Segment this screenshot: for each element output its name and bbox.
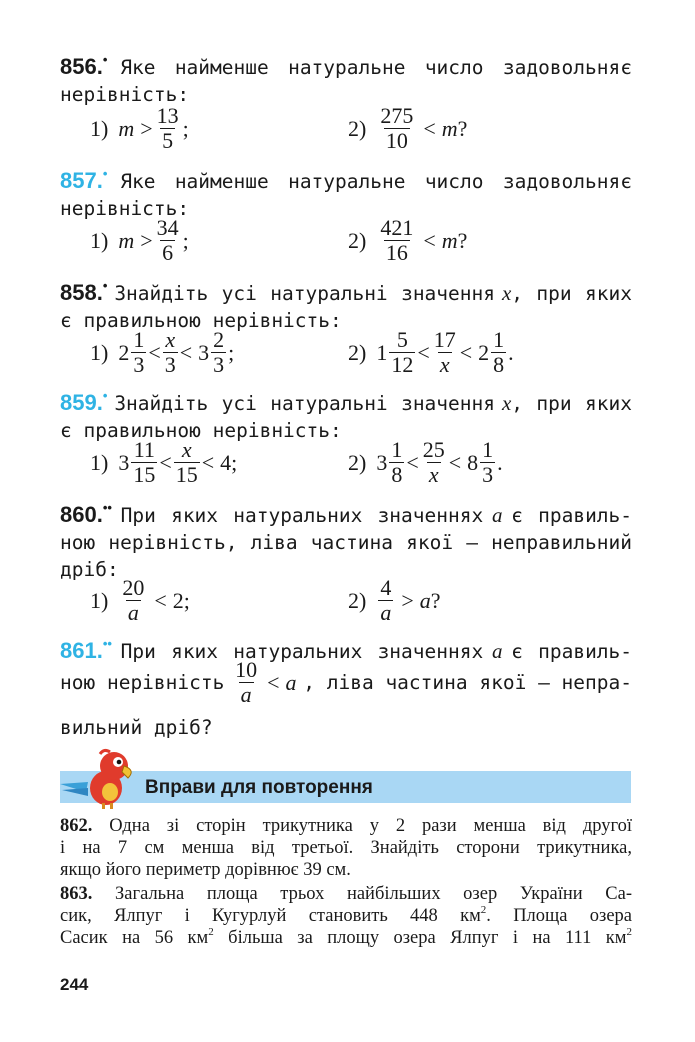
problem-861-line3: вильний дріб?	[60, 716, 213, 739]
problem-number: 859.•	[60, 388, 108, 415]
problem-861: 861.•• При яких натуральних значеннях a є правиль-	[60, 636, 633, 663]
problem-number: 858.•	[60, 278, 108, 305]
problem-859-item2	[348, 438, 503, 487]
formula: 2) $\frac{421}{16}$ < m ?	[348, 215, 468, 265]
problem-860-items	[90, 576, 190, 625]
formula: $\frac{10}{a}$ < a	[235, 657, 297, 707]
formula: 2) 3 $\frac{1}{8}$ < $\frac{25}{x}$ < 8 $\frac{1}{3}$ .	[348, 437, 503, 487]
formula: 2) 1 $\frac{5}{12}$ < $\frac{17}{x}$ < 2 $\frac{1}{8}$ .	[348, 327, 514, 377]
problem-859: 859.• Знайдіть усі натуральні значення x, при яких є правильною нерівність:	[60, 388, 633, 442]
problem-number: 857.•	[60, 166, 108, 193]
problem-856-items	[90, 104, 189, 153]
problem-858-items	[90, 328, 234, 377]
problem-number: 860.••	[60, 500, 112, 527]
problem-856: 856.• Яке найменше натуральне число задовольняє нерівність:	[60, 52, 633, 106]
formula: 2) $\frac{275}{10}$ < m ?	[348, 103, 468, 153]
problem-863: 863. Загальна площа трьох найбільших озер України Са- сик, Ялпуг і Кугурлуй становить 448 $км^2$. Площа озера Сасик на 56 $км^2$ більша за площу озера Ялпуг і на 111 $км^2$	[60, 884, 633, 948]
formula: 1) m > $\frac{34}{6}$ ;	[90, 215, 189, 265]
formula: 1) m > $\frac{13}{5}$ ;	[90, 103, 189, 153]
formula: 1) 3 $\frac{11}{15}$ < $\frac{x}{15}$ < 4 ;	[90, 437, 238, 487]
problem-860: 860.•• При яких натуральних значеннях a є правиль- ною нерівність, ліва частина якої — неправильний дріб:	[60, 500, 633, 581]
formula: 2) $\frac{4}{a}$ > a ?	[348, 575, 441, 625]
problem-859-items	[90, 438, 237, 487]
problem-857-item2	[348, 216, 467, 265]
parrot-icon	[58, 748, 144, 810]
problem-number: 861.••	[60, 636, 112, 663]
problem-858: 858.• Знайдіть усі натуральні значення x, при яких є правильною нерівність:	[60, 278, 633, 332]
problem-857: 857.• Яке найменше натуральне число задовольняє нерівність:	[60, 166, 633, 220]
problem-862: 862. Одна зі сторін трикутника у 2 рази менша від другої і на 7 см менша від третьої. Знайдіть сторони трикутника, якщо його периметр дорівнює 39 см.	[60, 816, 633, 880]
problem-860-item2	[348, 576, 441, 625]
section-title: Вправи для повторення	[145, 777, 373, 798]
formula: 1) $\frac{20}{a}$ < 2 ;	[90, 575, 190, 625]
formula: 1) 2 $\frac{1}{3}$ < $\frac{x}{3}$ < 3 $\frac{2}{3}$ ;	[90, 327, 235, 377]
problem-858-item2	[348, 328, 514, 377]
problem-861-line2: ною нерівність $\frac{10}{a}$ < a , ліва частина якої — непра-	[60, 657, 632, 707]
page-number: 244	[60, 975, 89, 994]
problem-857-items	[90, 216, 189, 265]
problem-856-item2	[348, 104, 467, 153]
problem-number: 856.•	[60, 52, 108, 79]
